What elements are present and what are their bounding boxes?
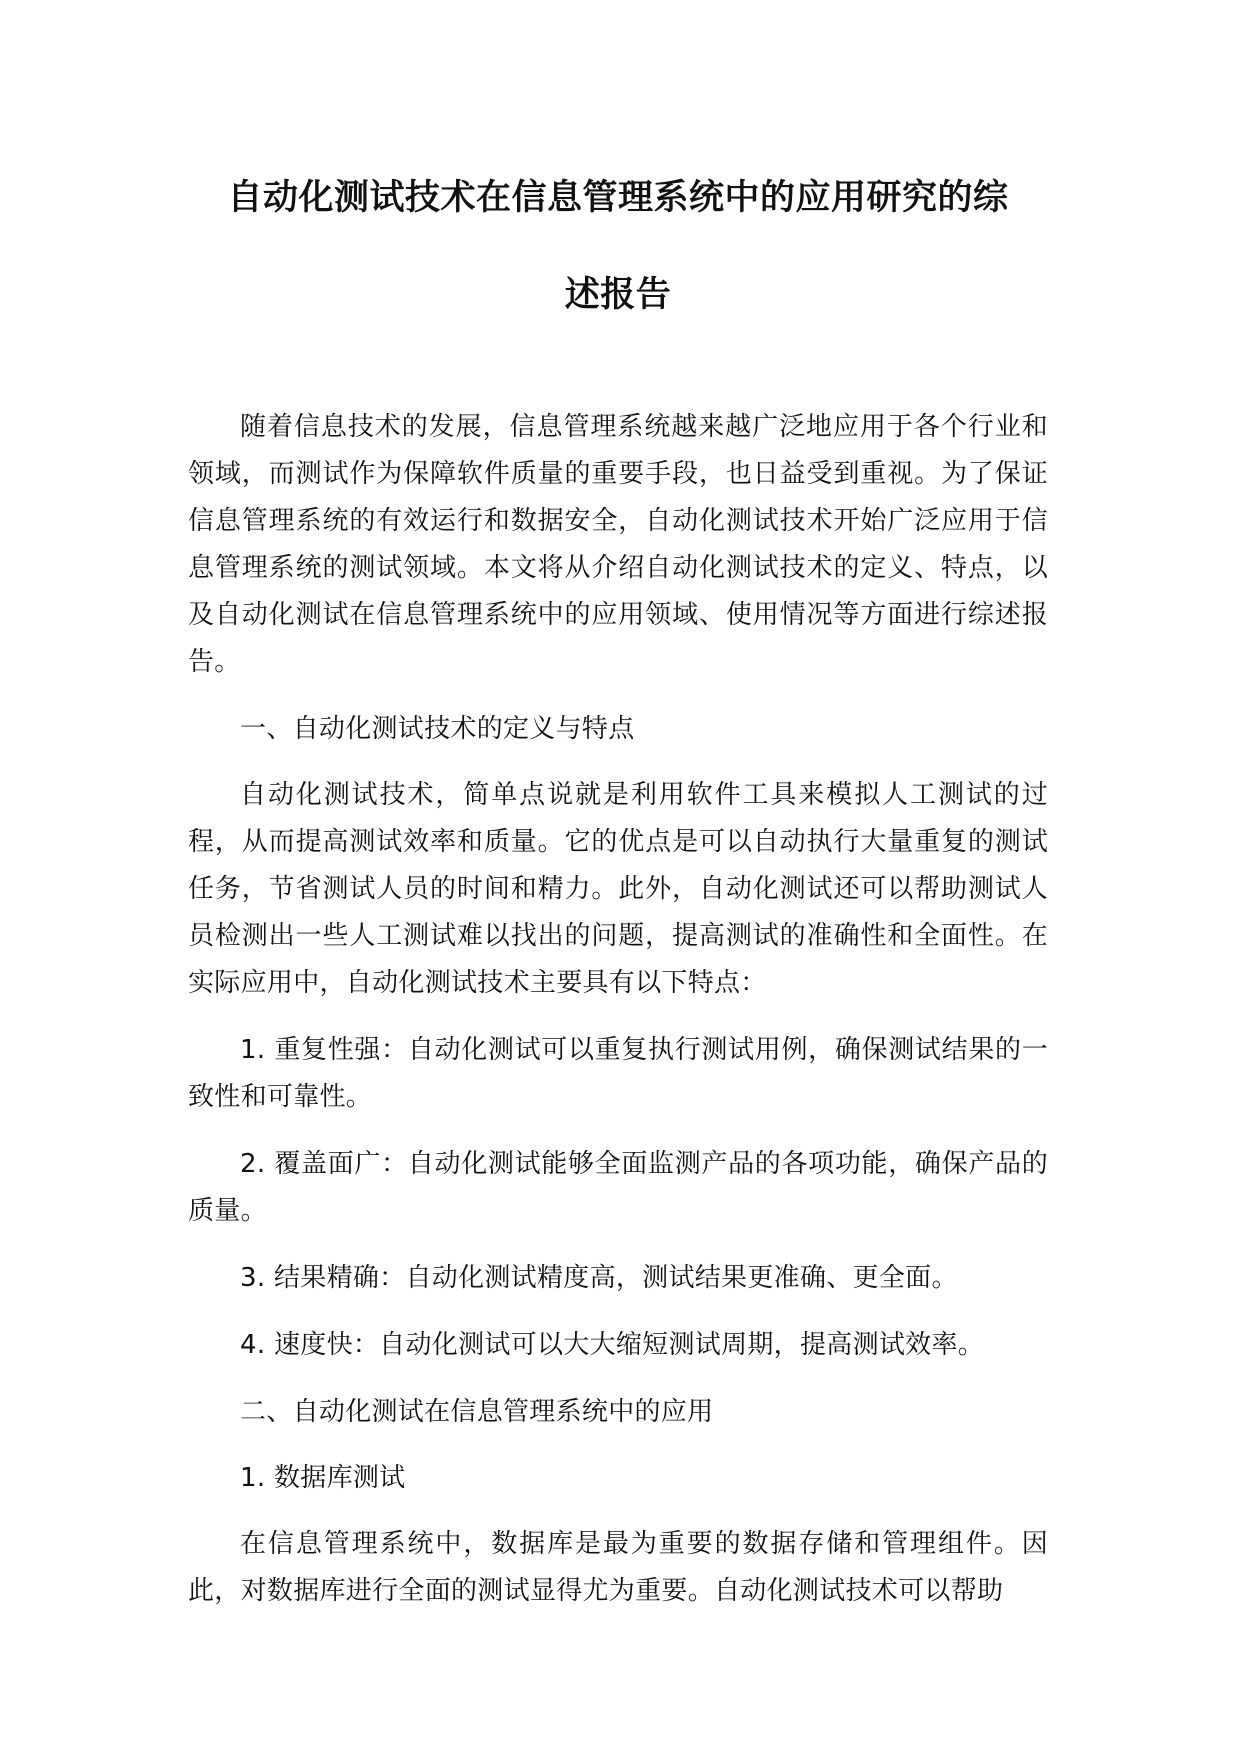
subsection-heading-database: 1. 数据库测试 xyxy=(240,1463,406,1493)
section-heading-1: 一、自动化测试技术的定义与特点 xyxy=(240,714,635,744)
document-body xyxy=(188,404,1048,1615)
feature-item-2: 2. 覆盖面广：自动化测试能够全面监测产品的各项功能，确保产品的质量。 xyxy=(188,1149,1048,1226)
feature-item-4: 4. 速度快：自动化测试可以大大缩短测试周期，提高测试效率。 xyxy=(240,1330,985,1360)
document-title xyxy=(188,150,1048,344)
section-heading-2: 二、自动化测试在信息管理系统中的应用 xyxy=(240,1397,714,1427)
document-title-line-2: 述报告 xyxy=(564,275,672,315)
feature-item-3: 3. 结果精确：自动化测试精度高，测试结果更准确、更全面。 xyxy=(240,1263,958,1293)
intro-paragraph: 随着信息技术的发展，信息管理系统越来越广泛地应用于各个行业和领域，而测试作为保障软件质量的重要手段，也日益受到重视。为了保证信息管理系统的有效运行和数据安全，自动化测试技术开始广泛应用于信息管理系统的测试领域。本文将从介绍自动化测试技术的定义、特点，以及自动化测试在信息管理系统中的应用领域、使用情况等方面进行综述报告。 xyxy=(188,412,1048,677)
definition-paragraph: 自动化测试技术，简单点说就是利用软件工具来模拟人工测试的过程，从而提高测试效率和质量。它的优点是可以自动执行大量重复的测试任务，节省测试人员的时间和精力。此外，自动化测试还可以帮助测试人员检测出一些人工测试难以找出的问题，提高测试的准确性和全面性。在实际应用中，自动化测试技术主要具有以下特点： xyxy=(188,780,1048,998)
database-paragraph: 在信息管理系统中，数据库是最为重要的数据存储和管理组件。因此，对数据库进行全面的测试显得尤为重要。自动化测试技术可以帮助 xyxy=(188,1529,1048,1606)
document-content xyxy=(188,170,1048,1635)
feature-item-1: 1. 重复性强：自动化测试可以重复执行测试用例，确保测试结果的一致性和可靠性。 xyxy=(188,1035,1048,1112)
document-title-line-1: 自动化测试技术在信息管理系统中的应用研究的综 xyxy=(227,178,1009,218)
